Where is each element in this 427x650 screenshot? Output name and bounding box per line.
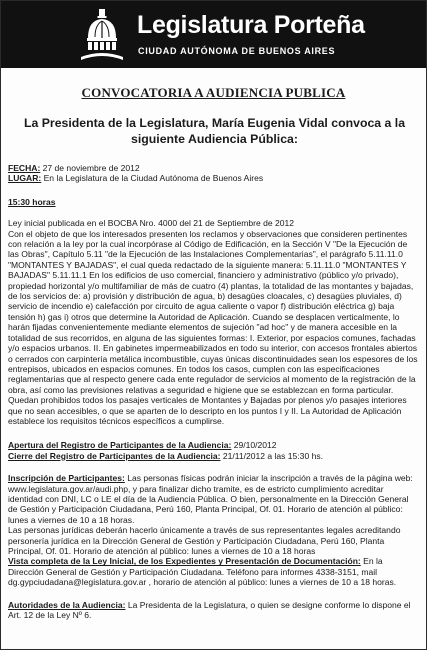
- inscripcion-paragraph: [8, 473, 420, 525]
- notice-headline: La Presidenta de la Legislatura, María Eugenia Vidal convoca a la siguiente Audiencia Pública:: [23, 116, 406, 146]
- cierre-value: 21/11/2012 a las 15:30 hs.: [220, 450, 323, 461]
- cierre-label: Cierre del Registro de Participantes de la Audiencia:: [8, 450, 221, 461]
- notice-title: CONVOCATORIA A AUDIENCIA PUBLICA: [81, 85, 346, 100]
- vista-value: En la Dirección General de Gestión y Participación Ciudadana. Teléfono para informes 4338-3151, mail dg.gypciudadana@legislatura.gov.ar , horario de atención al público: lunes a viernes de 10 a 18 horas.: [8, 556, 397, 588]
- autoridades-value: La Presidenta de la Legislatura, o quien se designe conforme lo dispone el Art. 12 de la Ley Nº 6.: [8, 599, 411, 621]
- brand-subtitle: CIUDAD AUTÓNOMA DE BUENOS AIRES: [138, 46, 336, 56]
- vista-label: Vista completa de la Ley Inicial, de los Expedientes y Presentación de Documentación:: [8, 556, 361, 567]
- inscripcion-value: Las personas físicas podrán iniciar la inscripción a través de la página web: www.legislatura.gov.ar/audi.php, y para finalizar dicho tramite, es de estricto cumplimiento acreditar identidad con DNI, LC o LE el día de la Audiencia Pública. O bien, personalmente en la Dirección General de Gestión y Participación Ciudadana, Perú 160, Planta Principal, Of. 01. Horario de atención al público: lunes a viernes de 10 a 18 horas.: [8, 473, 413, 525]
- autoridades-label: Autoridades de la Audiencia:: [8, 599, 126, 610]
- header-banner: [1, 1, 426, 68]
- apertura-label: Apertura del Registro de Participantes de la Audiencia:: [8, 440, 232, 451]
- lugar-value: En la Legislatura de la Ciudad Autónoma de Buenos Aires: [41, 173, 264, 184]
- vista-paragraph: [8, 556, 420, 587]
- fecha-value: 27 de noviembre de 2012: [40, 163, 140, 173]
- lugar-label: LUGAR:: [8, 173, 42, 184]
- hora-line: 15:30 horas: [8, 196, 56, 207]
- legislature-dome-icon: [79, 7, 125, 63]
- fecha-line: [8, 163, 420, 173]
- fecha-label: FECHA:: [8, 163, 41, 173]
- cierre-line: [8, 451, 420, 461]
- apertura-line: [8, 440, 420, 450]
- inscripcion-label: Inscripción de Participantes:: [8, 473, 125, 484]
- ley-inicial-line: Ley inicial publicada en el BOCBA Nro. 4000 del 21 de Septiembre de 2012: [8, 218, 295, 229]
- brand-title: Legislatura Porteña: [137, 11, 365, 39]
- juridicas-paragraph: Las personas jurídicas deberán hacerlo únicamente a través de sus representantes legales acreditando personería jurídica en la Dirección General de Gestión y Participación Ciudadana, Perú 160, Planta Principal, Of. 01. Horario de atención al público: lunes a viernes de 10 a 18 horas: [8, 525, 401, 556]
- apertura-value: 29/10/2012: [231, 440, 277, 451]
- autoridades-paragraph: [8, 600, 420, 621]
- lugar-line: [8, 173, 420, 183]
- objeto-paragraph: Con el objeto de que los interesados presenten los reclamos y observaciones que consideren pertinentes con relación a la ley por la cual incorpórase al Código de Edificación, en la Sección V "De la Ejecución de las Obras", Capítulo 5.11 "de la Ejecución de las Instalaciones Complementarias", el parágrafo 5.11.11.0 "MONTANTES Y BAJADAS", el cual queda redactado de la siguiente manera: 5.11.11.0 "MONTANTES Y BAJADAS" 5.11.11.1 En los edificios de uso comercial, financiero y administrativo (público y/o privado), propiedad horizontal y/o multifamiliar de más de cuatro (4) plantas, la totalidad de las montantes y bajadas, de los servicios de: a) provisión y distribución de agua, b) desagües cloacales, c) desagües pluviales, d) servicio de incendio e) calefacción por circuito de agua caliente o vapor f) distribución eléctrica g) baja tensión h) gas i) otros que determine la Autoridad de Aplicación. Cuando se desplacen verticalmente, lo harán fijadas convenientemente mediante elementos de sujeción "ad hoc" y de manera accesible en la totalidad de sus recorridos, en alguna de las siguientes formas: I. Exterior, por espacios comunes, fachadas y/o espacios urbanos. II. En gabinetes impermeabilizados en todo su interior, con accesos frontales abiertos o cerrados con carpintería metálica incombustible, cuyas únicas discontinuidades sean los espesores de los entrepisos, ubicados en espacios comunes. En todos los casos, cumplen con las especificaciones reglamentarias que al respecto genere cada ente regulador de servicios al momento de la registración de la obra, así como las previsiones relativas a seguridad e higiene que se establezcan en forma particular. Quedan prohibidos todos los pasajes verticales de Montantes y Bajadas por plenos y/o pasajes interiores que no sean accesibles, o que se aparten de lo descripto en los puntos I y II. La Autoridad de Aplicación establece los requisitos técnicos específicos a cumplirse.: [8, 228, 418, 426]
- notice-body: [8, 163, 420, 620]
